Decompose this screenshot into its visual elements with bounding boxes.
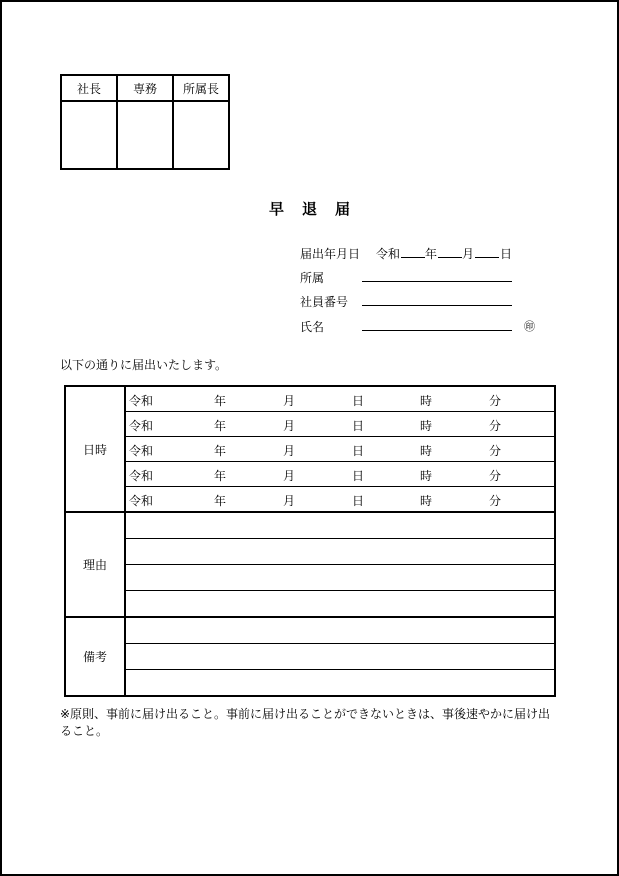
- intro-text: 以下の通りに届出いたします。: [60, 358, 228, 372]
- submission-year-label: 年: [425, 247, 438, 261]
- era-label: 令和: [129, 469, 154, 483]
- hour-label: 時: [420, 469, 433, 483]
- datetime-row[interactable]: [125, 487, 555, 513]
- datetime-row[interactable]: [125, 386, 555, 412]
- day-label: 日: [352, 444, 365, 458]
- submission-date-label: 届出年月日: [300, 247, 361, 261]
- year-label: 年: [214, 394, 227, 408]
- minute-label: 分: [489, 444, 502, 458]
- reason-line[interactable]: [125, 512, 555, 539]
- era-label: 令和: [129, 394, 154, 408]
- day-label: 日: [352, 494, 365, 508]
- day-label: 日: [352, 419, 365, 433]
- approval-box-president[interactable]: [61, 101, 117, 169]
- month-label: 月: [283, 419, 296, 433]
- submission-date-era: 令和: [376, 247, 401, 261]
- year-label: 年: [214, 494, 227, 508]
- year-label: 年: [214, 444, 227, 458]
- month-label: 月: [283, 469, 296, 483]
- remarks-line[interactable]: [125, 644, 555, 670]
- submission-month-label: 月: [462, 247, 475, 261]
- title-char: 届: [335, 200, 351, 218]
- datetime-label: 日時: [65, 386, 125, 512]
- title-char: 退: [301, 200, 317, 218]
- hour-label: 時: [420, 444, 433, 458]
- name-label: 氏名: [300, 320, 325, 334]
- day-label: 日: [352, 469, 365, 483]
- approval-box-managing-director[interactable]: [117, 101, 173, 169]
- reason-line[interactable]: [125, 591, 555, 618]
- datetime-row[interactable]: [125, 462, 555, 487]
- month-label: 月: [283, 444, 296, 458]
- datetime-row[interactable]: [125, 412, 555, 437]
- datetime-row[interactable]: [125, 437, 555, 462]
- year-label: 年: [214, 419, 227, 433]
- name-field[interactable]: [362, 318, 512, 331]
- month-label: 月: [283, 394, 296, 408]
- footnote: ※原則、事前に届け出ること。事前に届け出ることができないときは、事後速やかに届け出ること。: [60, 707, 551, 738]
- submission-day-label: 日: [500, 247, 513, 261]
- remarks-line[interactable]: [125, 617, 555, 644]
- reason-label: 理由: [65, 512, 125, 617]
- minute-label: 分: [489, 494, 502, 508]
- minute-label: 分: [489, 469, 502, 483]
- approval-header-managing-director: 専務: [117, 75, 173, 101]
- title-char: 早: [268, 200, 284, 218]
- approval-box-department-head[interactable]: [173, 101, 229, 169]
- affiliation-field[interactable]: [362, 269, 512, 282]
- era-label: 令和: [129, 494, 154, 508]
- hour-label: 時: [420, 419, 433, 433]
- approval-header-president: 社長: [61, 75, 117, 101]
- minute-label: 分: [489, 394, 502, 408]
- reason-line[interactable]: [125, 565, 555, 591]
- employee-number-field[interactable]: [362, 293, 512, 306]
- hour-label: 時: [420, 494, 433, 508]
- hour-label: 時: [420, 394, 433, 408]
- approval-stamp-table: [60, 74, 230, 170]
- remarks-label: 備考: [65, 617, 125, 696]
- remarks-line[interactable]: [125, 670, 555, 697]
- document-title: [0, 198, 619, 219]
- year-label: 年: [214, 469, 227, 483]
- day-label: 日: [352, 394, 365, 408]
- submission-day-field[interactable]: [475, 245, 499, 258]
- minute-label: 分: [489, 419, 502, 433]
- reason-line[interactable]: [125, 539, 555, 565]
- submission-month-field[interactable]: [438, 245, 462, 258]
- era-label: 令和: [129, 444, 154, 458]
- early-leave-table: [64, 385, 556, 697]
- employee-number-label: 社員番号: [300, 295, 349, 309]
- seal-mark: ㊞: [524, 320, 535, 333]
- submission-year-field[interactable]: [401, 245, 425, 258]
- era-label: 令和: [129, 419, 154, 433]
- affiliation-label: 所属: [300, 271, 325, 285]
- approval-header-department-head: 所属長: [173, 75, 229, 101]
- month-label: 月: [283, 494, 296, 508]
